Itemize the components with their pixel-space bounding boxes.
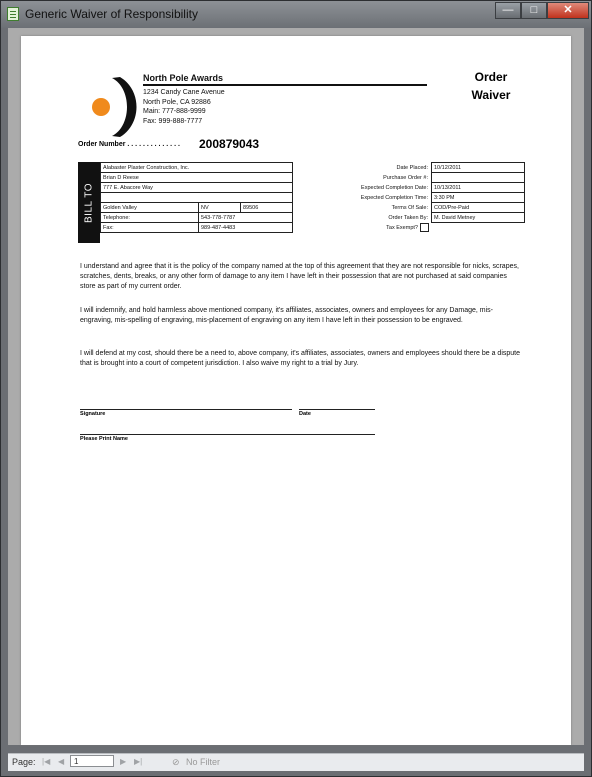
report-title-line2: Waiver <box>471 88 511 102</box>
maximize-button[interactable]: □ <box>521 2 547 19</box>
signature-label: Signature <box>80 411 106 417</box>
tax-exempt-label: Tax Exempt? <box>386 224 418 231</box>
header-rule <box>143 84 427 86</box>
waiver-paragraph: I will defend at my cost, should there be a need to, above company, it's affiliates, associates, owners and employees should there be a dispute that is brought into a court of competent jurisdiction. I also waive my right to a trial by Jury. <box>80 350 521 367</box>
company-logo-icon <box>84 76 144 138</box>
address-line: 1234 Candy Cane Avenue <box>143 89 225 96</box>
print-name-label: Please Print Name <box>80 436 128 442</box>
bill-to-telephone: 543-778-7787 <box>199 213 293 223</box>
bill-to-banner <box>78 162 100 243</box>
detail-value: COD/Pre-Paid <box>432 203 525 213</box>
detail-value: 10/12/2011 <box>432 163 525 173</box>
tax-exempt-checkbox[interactable] <box>420 223 429 232</box>
date-label: Date <box>299 411 311 417</box>
bill-to-fax: 989-487-4483 <box>199 223 293 233</box>
order-number: 200879043 <box>199 137 260 151</box>
detail-value: 10/13/2011 <box>432 183 525 193</box>
close-button[interactable]: ✕ <box>547 2 589 19</box>
detail-label: Purchase Order #: <box>383 174 428 181</box>
company-address <box>143 88 225 126</box>
waiver-paragraph: I understand and agree that it is the policy of the company named at the top of this agreement that they are not responsible for nicks, scrapes, scratches, dents, breaks, or any other form of damage to any item I have left in their possession that are not purchased at said companies store as part of my current order. <box>80 263 519 290</box>
bill-to-label: BILL TO <box>83 182 95 223</box>
order-number-label: Order Number . . . . . . . . . . . . . . <box>78 141 180 148</box>
last-page-icon[interactable]: ▶| <box>134 757 143 766</box>
date-line <box>299 409 375 410</box>
report-title <box>451 68 531 104</box>
fax-label: Fax: <box>101 223 199 233</box>
bill-to-table <box>100 162 293 233</box>
detail-value <box>432 173 525 183</box>
bill-to-street: 777 E. Abacore Way <box>101 183 293 193</box>
detail-label: Expected Completion Date: <box>361 184 428 191</box>
report-page <box>21 36 571 745</box>
signature-line <box>80 409 292 410</box>
report-title-line1: Order <box>474 70 508 84</box>
address-line: Fax: 999-888-7777 <box>143 117 203 125</box>
detail-value: 3:30 PM <box>432 193 525 203</box>
report-preview-area[interactable] <box>8 28 584 745</box>
no-filter-label[interactable]: No Filter <box>186 757 221 767</box>
bill-to-state: NV <box>199 203 241 213</box>
detail-value: M. David Metney <box>432 213 525 223</box>
report-icon <box>7 7 19 21</box>
tax-exempt-row <box>321 223 432 233</box>
navigation-bar <box>8 753 584 771</box>
telephone-label: Telephone: <box>101 213 199 223</box>
first-page-icon[interactable]: |◀ <box>42 757 51 766</box>
filter-icon[interactable]: ⊘ <box>172 757 180 767</box>
detail-label: Order Taken By: <box>388 214 428 221</box>
page-number-input[interactable]: 1 <box>70 755 114 767</box>
bill-to-city: Golden Valley <box>101 203 199 213</box>
detail-label: Terms Of Sale: <box>391 204 428 211</box>
minimize-button[interactable]: — <box>495 2 521 19</box>
address-line: Main: 777-888-9999 <box>143 108 206 115</box>
detail-label: Date Placed: <box>396 164 428 171</box>
company-name: North Pole Awards <box>143 73 224 83</box>
page-label: Page: <box>12 757 36 767</box>
window-title: Generic Waiver of Responsibility <box>25 7 198 21</box>
order-details-table <box>321 162 525 232</box>
detail-label: Expected Completion Time: <box>360 194 428 201</box>
next-page-icon[interactable]: ▶ <box>120 757 127 766</box>
waiver-paragraph: I will indemnify, and hold harmless above mentioned company, it's affiliates, associates, owners and employees for any Damage, mis-engraving, mis-spelling of engraving, mis-placement of engraving on any item I have left in their possession to be engraved. <box>80 307 493 324</box>
bill-to-line4 <box>101 193 293 203</box>
previous-page-icon[interactable]: ◀ <box>58 757 65 766</box>
bill-to-company: Alabaster Plaster Construction, Inc. <box>101 163 293 173</box>
bill-to-contact: Brian D Reese <box>101 173 293 183</box>
print-name-line <box>80 434 375 435</box>
address-line: North Pole, CA 92886 <box>143 98 211 106</box>
title-bar[interactable] <box>1 1 591 28</box>
bill-to-zip: 89506 <box>241 203 293 213</box>
